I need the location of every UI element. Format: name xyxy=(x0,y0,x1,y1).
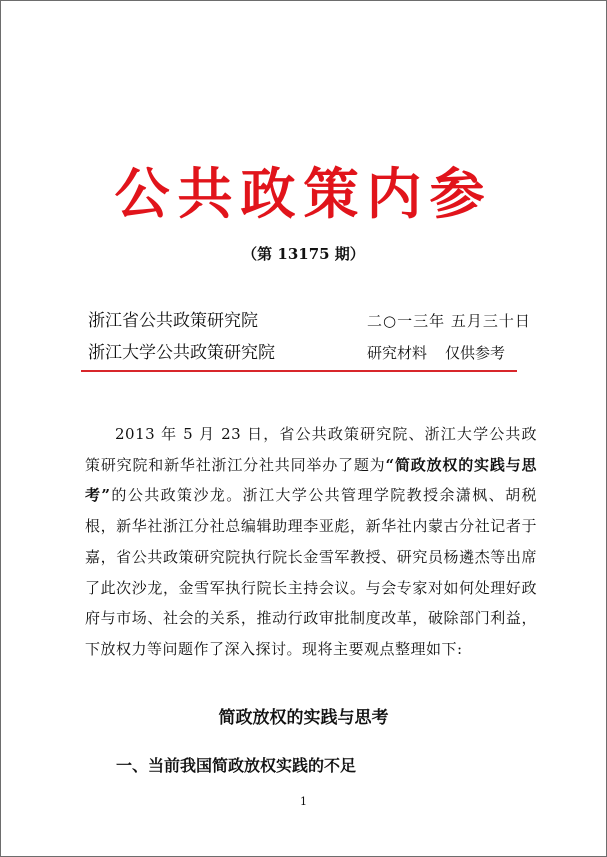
organization-line-2: 浙江大学公共政策研究院 xyxy=(88,343,275,363)
page-number: 1 xyxy=(300,795,307,808)
intro-text-before: 2013 年 5 月 23 日，省公共政策研究院、浙江大学公共政策研究院和新华社浙江分社共同举办了题为 xyxy=(85,425,537,474)
masthead-title: 公共政策内参 xyxy=(114,161,493,226)
material-label: 研究材料 xyxy=(367,344,428,362)
organization-line-1: 浙江省公共政策研究院 xyxy=(88,311,258,331)
salon-title-quote: “简政放权的实践与思考” xyxy=(85,455,537,505)
header-divider xyxy=(81,370,517,372)
material-note xyxy=(367,341,505,365)
intro-text-after: 的公共政策沙龙。浙江大学公共管理学院教授余潇枫、胡税根，新华社浙江分社总编辑助理李亚彪，新华社内蒙古分社记者于嘉，省公共政策研究院执行院长金雪军教授、研究员杨遴杰等出席了此次沙龙，金雪军执行院长主持会议。与会专家对如何处理好政府与市场、社会的关系，推动行政审批制度改革，破除部门利益，下放权力等问题作了深入探讨。现将主要观点整理如下: xyxy=(85,486,537,658)
section-title: 简政放权的实践与思考 xyxy=(218,708,389,728)
subsection-heading: 一、当前我国简政放权实践的不足 xyxy=(116,756,357,775)
publication-date: 二○一三年 五月三十日 xyxy=(367,312,531,330)
reference-label: 仅供参考 xyxy=(445,344,506,362)
intro-paragraph xyxy=(85,419,537,665)
issue-number: （第 13175 期） xyxy=(242,245,365,263)
